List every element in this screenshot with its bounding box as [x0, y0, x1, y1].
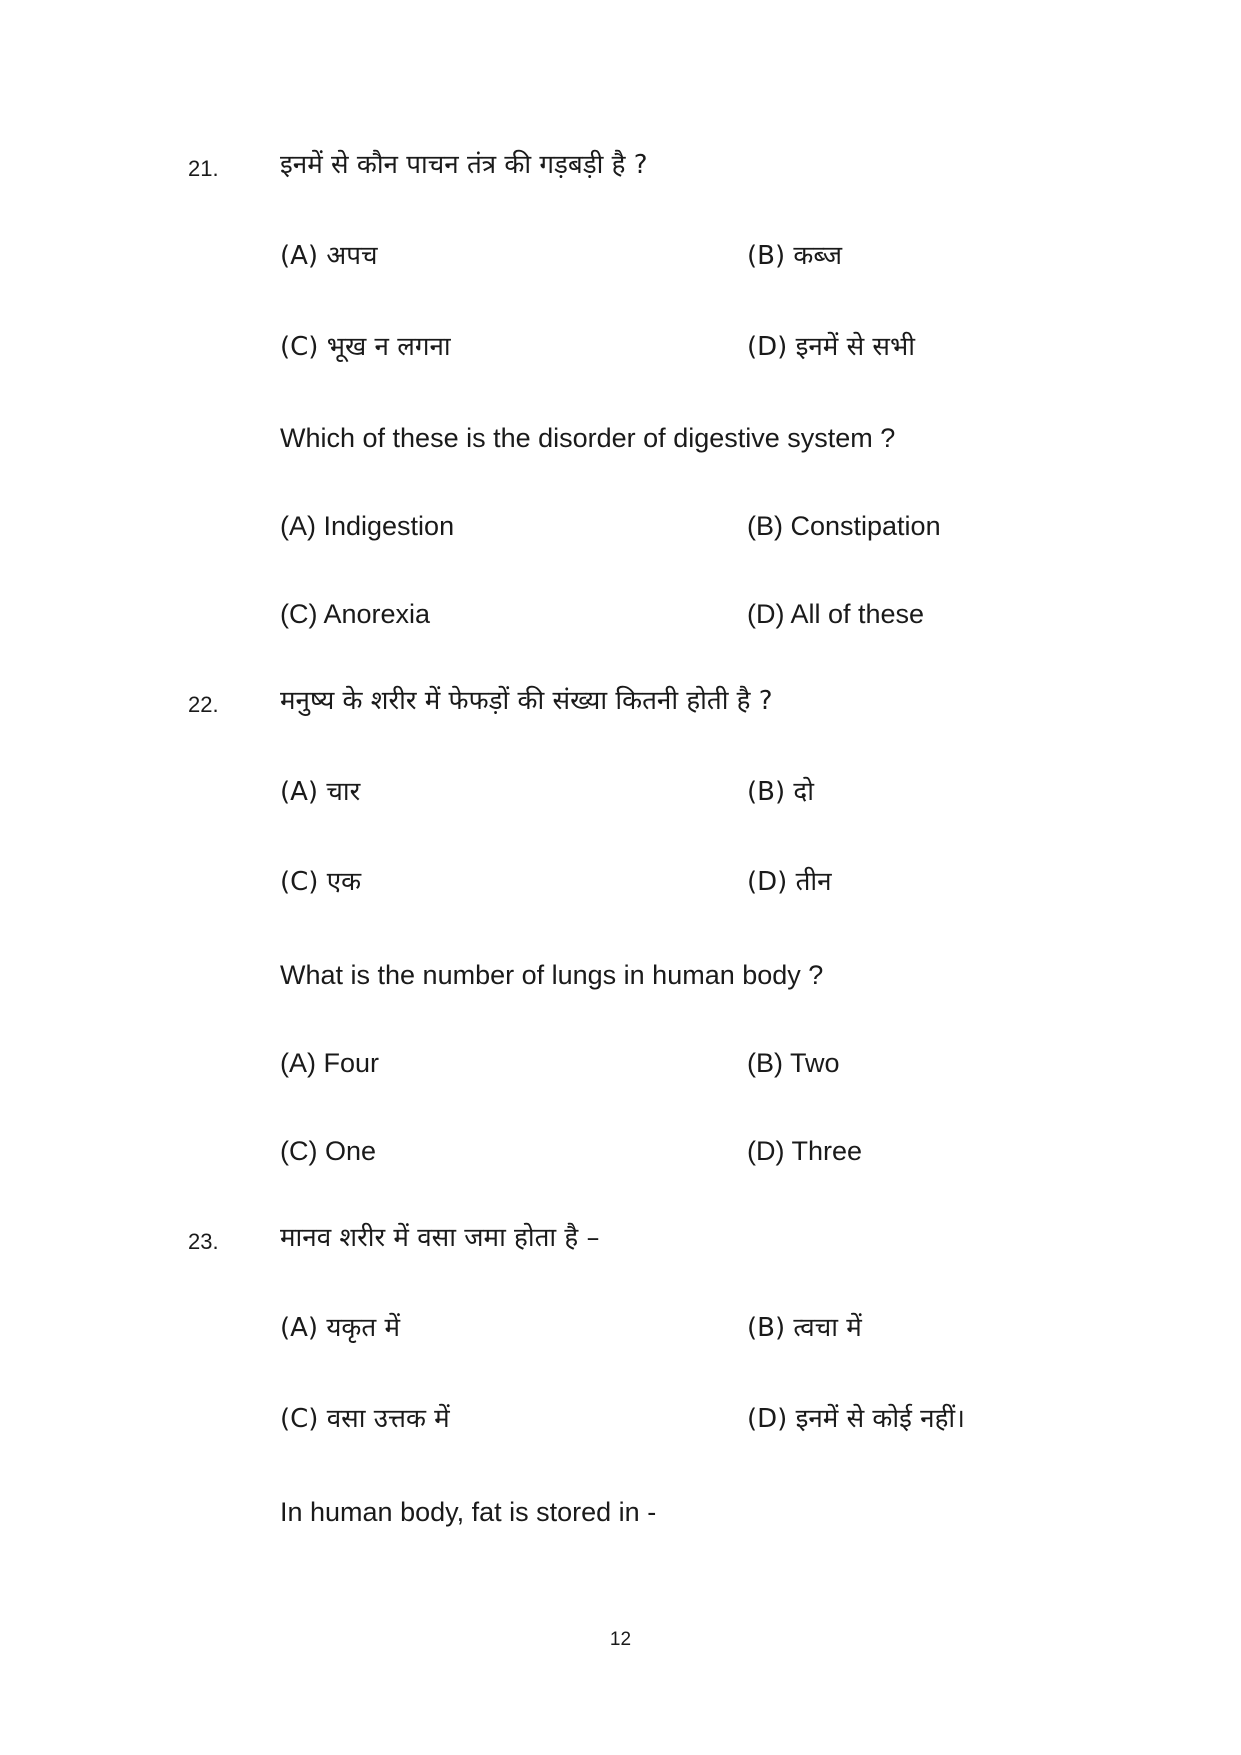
option-b-english: (B) Two — [747, 1048, 840, 1078]
option-a-hindi: (A) अपच — [280, 241, 378, 271]
option-b-hindi: (B) त्वचा में — [747, 1313, 862, 1343]
option-d-english: (D) All of these — [747, 599, 925, 629]
question-number: 21. — [188, 156, 219, 181]
question-text-english: In human body, fat is stored in - — [280, 1497, 657, 1527]
option-d-hindi: (D) तीन — [747, 867, 832, 897]
option-c-english: (C) Anorexia — [280, 599, 431, 629]
option-a-hindi: (A) यकृत में — [280, 1313, 401, 1343]
question-text-hindi: इनमें से कौन पाचन तंत्र की गड़बड़ी है ? — [280, 150, 648, 180]
page-number: 12 — [609, 1629, 632, 1650]
option-d-hindi: (D) इनमें से कोई नहीं। — [747, 1404, 965, 1434]
option-d-hindi: (D) इनमें से सभी — [747, 332, 916, 362]
question-text-hindi: मानव शरीर में वसा जमा होता है – — [280, 1223, 600, 1253]
question-number: 23. — [188, 1229, 219, 1254]
question-number: 22. — [188, 692, 219, 717]
option-b-hindi: (B) दो — [747, 777, 814, 807]
option-d-english: (D) Three — [747, 1136, 863, 1166]
option-c-hindi: (C) भूख न लगना — [280, 332, 451, 362]
option-b-hindi: (B) कब्ज — [747, 241, 842, 271]
option-a-hindi: (A) चार — [280, 777, 361, 807]
option-b-english: (B) Constipation — [747, 511, 941, 541]
option-c-english: (C) One — [280, 1136, 377, 1166]
question-text-english: What is the number of lungs in human body ? — [280, 960, 824, 990]
option-c-hindi: (C) वसा उत्तक में — [280, 1404, 450, 1434]
option-a-english: (A) Indigestion — [280, 511, 455, 541]
option-a-english: (A) Four — [280, 1048, 380, 1078]
question-text-hindi: मनुष्य के शरीर में फेफड़ों की संख्या कितनी होती है ? — [280, 686, 773, 716]
option-c-hindi: (C) एक — [280, 867, 362, 897]
question-text-english: Which of these is the disorder of digestive system ? — [280, 423, 896, 453]
